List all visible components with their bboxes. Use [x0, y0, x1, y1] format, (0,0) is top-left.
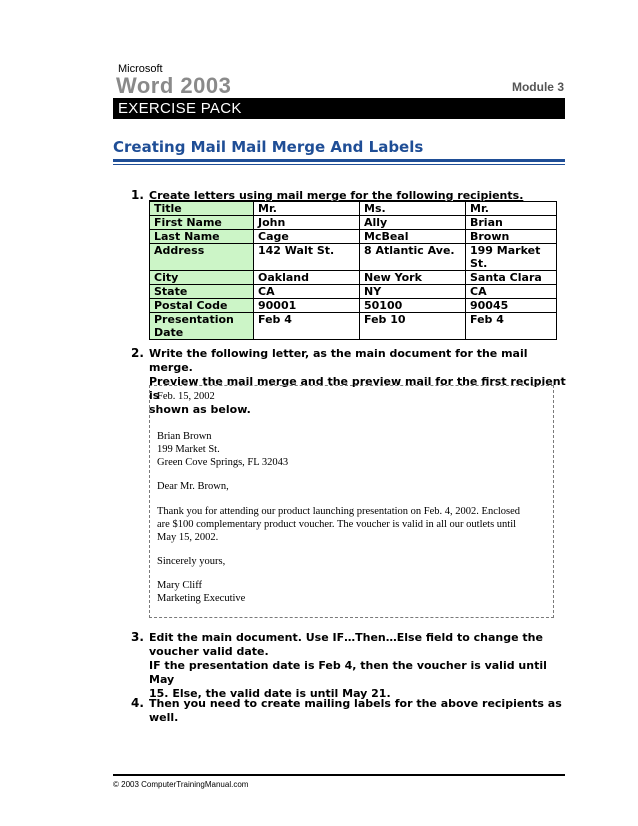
- table-cell: [466, 230, 557, 244]
- table-cell: [360, 285, 466, 299]
- table-cell: [254, 285, 360, 299]
- brand-microsoft: Microsoft: [118, 63, 163, 75]
- letter-signature-name: Mary Cliff: [157, 580, 203, 591]
- cell-text: Ally: [364, 216, 388, 229]
- item-line: Edit the main document. Use IF…Then…Else field to change the: [149, 631, 543, 644]
- cell-text: St.: [470, 257, 488, 270]
- table-cell: [254, 244, 360, 271]
- cell-text: Address: [154, 244, 205, 257]
- table-label-cell: [150, 216, 254, 230]
- table-label-cell: [150, 313, 254, 340]
- cell-text: CA: [258, 285, 275, 298]
- table-cell: [360, 230, 466, 244]
- letter-body-line: Thank you for attending our product launching presentation on Feb. 4, 2002. Enclosed: [157, 506, 521, 517]
- cell-text: 199 Market: [470, 244, 541, 257]
- cell-text: State: [154, 285, 188, 298]
- cell-text: Mr.: [258, 202, 277, 215]
- letter-body-line: May 15, 2002.: [157, 532, 219, 543]
- item-line: well.: [149, 711, 179, 724]
- table-row: [150, 244, 557, 271]
- item-line: 15. Else, the valid date is until May 21.: [149, 687, 391, 700]
- cell-text: McBeal: [364, 230, 409, 243]
- cell-text: Feb 10: [364, 313, 406, 326]
- letter-recipient-name: Brian Brown: [157, 431, 212, 442]
- cell-text: Last Name: [154, 230, 220, 243]
- item-text: [149, 631, 569, 701]
- item-number: 1.: [131, 188, 144, 202]
- cell-text: Date: [154, 326, 184, 339]
- letter-closing: Sincerely yours,: [157, 556, 226, 567]
- table-cell: [254, 299, 360, 313]
- letter-preview: [149, 385, 554, 618]
- table-row: [150, 285, 557, 299]
- cell-text: Brown: [470, 230, 510, 243]
- table-cell: [466, 244, 557, 271]
- letter-date: Feb. 15, 2002: [157, 391, 215, 402]
- table-cell: [360, 216, 466, 230]
- table-label-cell: [150, 299, 254, 313]
- item-line: shown as below.: [149, 403, 251, 416]
- item-number: 4.: [131, 696, 144, 710]
- letter-address-line: Green Cove Springs, FL 32043: [157, 457, 289, 468]
- table-label-cell: [150, 271, 254, 285]
- table-cell: [254, 313, 360, 340]
- cell-text: Santa Clara: [470, 271, 542, 284]
- letter-address-line: 199 Market St.: [157, 444, 220, 455]
- cell-text: Cage: [258, 230, 289, 243]
- table-cell: [466, 202, 557, 216]
- brand-word-2003: Word 2003: [116, 73, 232, 98]
- cell-text: 8 Atlantic Ave.: [364, 244, 455, 257]
- cell-text: Oakland: [258, 271, 309, 284]
- cell-text: Postal Code: [154, 299, 228, 312]
- cell-text: Mr.: [470, 202, 489, 215]
- item-line: Then you need to create mailing labels for the above recipients as: [149, 697, 562, 710]
- cell-text: New York: [364, 271, 422, 284]
- table-cell: [466, 299, 557, 313]
- cell-text: 90001: [258, 299, 297, 312]
- table-label-cell: [150, 244, 254, 271]
- title-rule-thick: [113, 159, 565, 162]
- letter-greeting: Dear Mr. Brown,: [157, 481, 229, 492]
- table-row: [150, 313, 557, 340]
- table-row: [150, 230, 557, 244]
- table-label-cell: [150, 202, 254, 216]
- cell-text: Presentation: [154, 313, 234, 326]
- table-cell: [360, 299, 466, 313]
- table-row: [150, 299, 557, 313]
- table-cell: [254, 202, 360, 216]
- table-row: [150, 216, 557, 230]
- table-cell: [254, 216, 360, 230]
- item-text: [149, 697, 569, 725]
- item-line: IF the presentation date is Feb 4, then the voucher is valid until May: [149, 659, 547, 686]
- table-cell: [360, 244, 466, 271]
- table-cell: [466, 216, 557, 230]
- cell-text: Brian: [470, 216, 503, 229]
- table-cell: [466, 285, 557, 299]
- table-cell: [360, 271, 466, 285]
- cell-text: Title: [154, 202, 182, 215]
- cell-text: NY: [364, 285, 382, 298]
- cell-text: City: [154, 271, 179, 284]
- item-number: 2.: [131, 346, 144, 360]
- cell-text: Feb 4: [258, 313, 292, 326]
- table-cell: [254, 271, 360, 285]
- item-line: Preview the mail merge and the preview mail for the first recipient is: [149, 375, 566, 402]
- cell-text: Ms.: [364, 202, 386, 215]
- letter-signature-title: Marketing Executive: [157, 593, 246, 604]
- table-label-cell: [150, 230, 254, 244]
- table-cell: [360, 202, 466, 216]
- letter-body-line: are $100 complementary product voucher. The voucher is valid in all our outlets until: [157, 519, 517, 530]
- item-number: 3.: [131, 630, 144, 644]
- table-row: [150, 202, 557, 216]
- module-label: Module 3: [511, 80, 564, 94]
- cell-text: CA: [470, 285, 487, 298]
- footer-rule: [113, 774, 565, 776]
- section-title: Creating Mail Mail Merge And Labels: [113, 138, 424, 156]
- item-line: Create letters using mail merge for the following recipients.: [149, 189, 524, 202]
- table-cell: [360, 313, 466, 340]
- cell-text: 142 Walt St.: [258, 244, 335, 257]
- title-rule-thin: [113, 164, 565, 165]
- table-label-cell: [150, 285, 254, 299]
- table-cell: [466, 313, 557, 340]
- table-row: [150, 271, 557, 285]
- cell-text: First Name: [154, 216, 222, 229]
- cell-text: 50100: [364, 299, 403, 312]
- recipients-table: [149, 201, 557, 340]
- table-cell: [254, 230, 360, 244]
- item-line: Write the following letter, as the main document for the mail merge.: [149, 347, 528, 374]
- cell-text: John: [258, 216, 286, 229]
- exercise-pack-bar: EXERCISE PACK: [113, 98, 565, 119]
- table-cell: [466, 271, 557, 285]
- footer-copyright: © 2003 ComputerTrainingManual.com: [113, 780, 249, 789]
- cell-text: 90045: [470, 299, 509, 312]
- item-line: voucher valid date.: [149, 645, 269, 658]
- cell-text: Feb 4: [470, 313, 504, 326]
